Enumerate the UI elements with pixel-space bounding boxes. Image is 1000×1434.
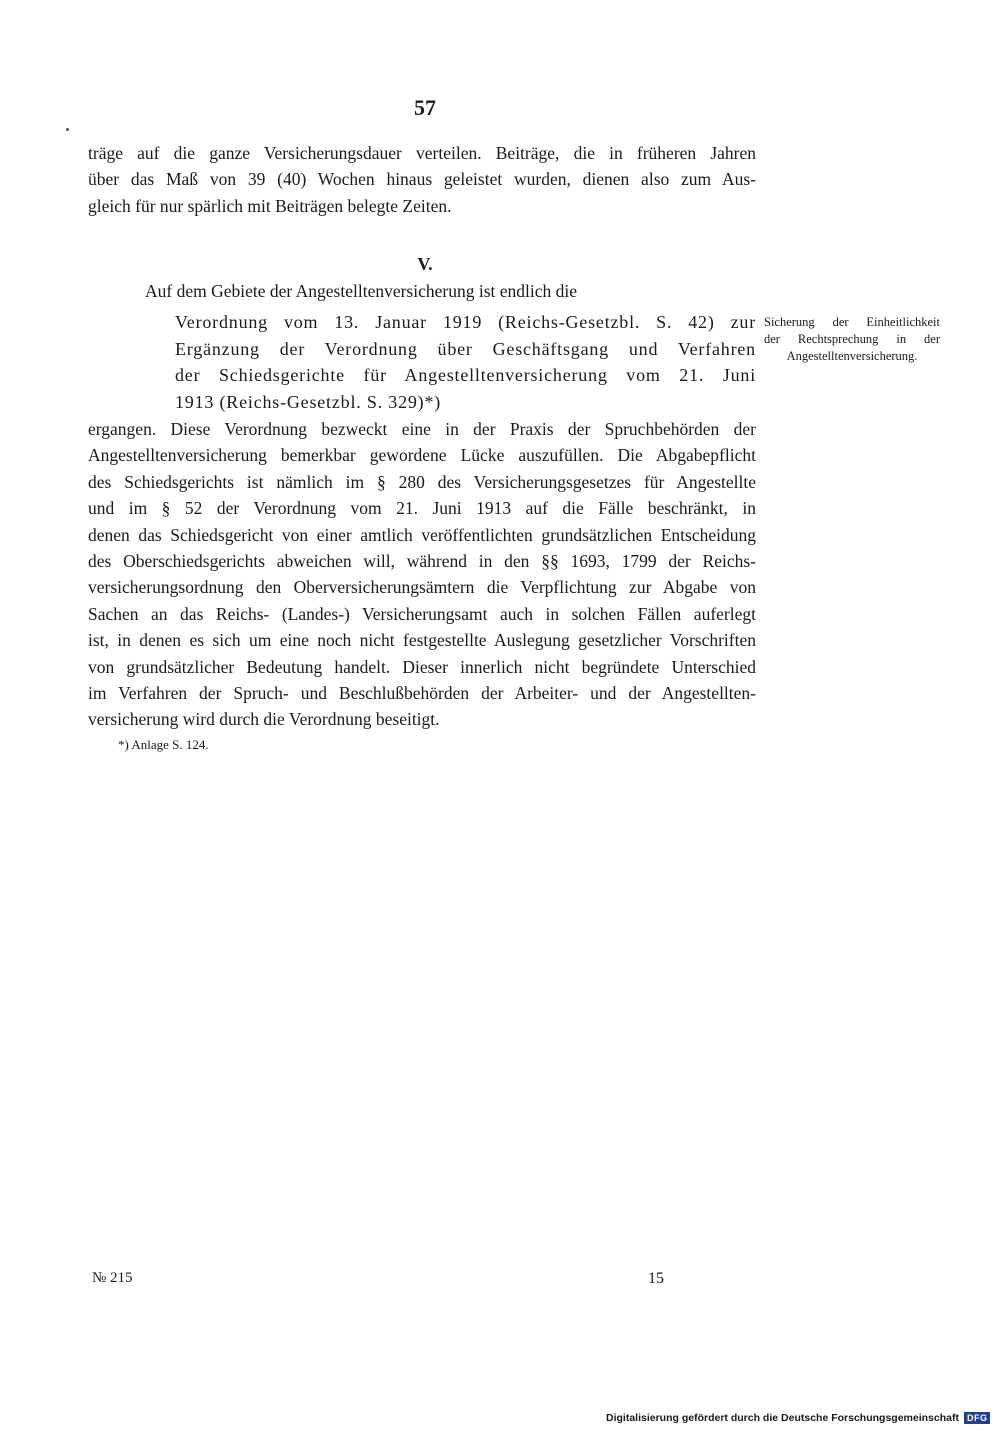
signature-mark: 15 xyxy=(648,1270,664,1287)
decree-title xyxy=(175,309,756,415)
decree-line: 1913 (Reichs-Gesetzbl. S. 329)*) xyxy=(175,391,442,412)
text-line: von grundsätzlicher Bedeutung handelt. Dieser innerlich nicht begründete Unterschied xyxy=(88,656,756,677)
paragraph-main xyxy=(88,416,756,733)
text-line: im Verfahren der Spruch- und Beschlußbehörden der Arbeiter- und der Angestellten- xyxy=(88,683,756,704)
decree-line: der Schiedsgerichte für Angestelltenversicherung vom 21. Juni xyxy=(175,365,756,386)
text-line: gleich für nur spärlich mit Beiträgen belegte Zeiten. xyxy=(88,195,452,216)
sheet-number: № 215 xyxy=(92,1270,133,1286)
decree-line: Ergänzung der Verordnung über Geschäftsgang und Verfahren xyxy=(175,338,756,359)
decree-line: Verordnung vom 13. Januar 1919 (Reichs-Gesetzbl. S. 42) zur xyxy=(175,312,756,332)
text-line: versicherungsordnung den Oberversicherungsämtern die Verpflichtung zur Abgabe von xyxy=(88,577,756,598)
margin-note-line: der Rechtsprechung in der xyxy=(764,332,940,346)
print-speck xyxy=(66,128,69,131)
text-line: Sachen an das Reichs- (Landes-) Versicherungsamt auch in solchen Fällen auferlegt xyxy=(88,603,756,624)
margin-note-line: Sicherung der Einheitlichkeit xyxy=(764,315,940,329)
text-line: über das Maß von 39 (40) Wochen hinaus geleistet wurden, dienen also zum Aus- xyxy=(88,169,756,190)
text-line: ergangen. Diese Verordnung bezweckt eine in der Praxis der Spruchbehörden der xyxy=(88,419,756,439)
section-heading: V. xyxy=(417,254,433,274)
text-line: denen das Schiedsgericht von einer amtlich veröffentlichten grundsätzlichen Entscheidung xyxy=(88,524,756,545)
page-number: 57 xyxy=(414,95,436,120)
margin-note xyxy=(764,314,940,365)
text-line: träge auf die ganze Versicherungsdauer verteilen. Beiträge, die in früheren Jahren xyxy=(88,143,756,163)
section-intro: Auf dem Gebiete der Angestelltenversicherung ist endlich die xyxy=(145,281,578,301)
text-line: versicherung wird durch die Verordnung beseitigt. xyxy=(88,709,440,730)
text-line: des Schiedsgerichts ist nämlich im § 280 des Versicherungsgesetzes für Angestellte xyxy=(88,471,756,492)
footnote: *) Anlage S. 124. xyxy=(118,737,209,752)
text-line: und im § 52 der Verordnung vom 21. Juni 1913 auf die Fälle beschränkt, in xyxy=(88,498,756,519)
dfg-logo: DFG xyxy=(964,1412,991,1424)
paragraph-continued xyxy=(88,140,756,219)
text-line: ist, in denen es sich um eine noch nicht festgestellte Auslegung gesetzlicher Vorschriften xyxy=(88,630,756,651)
text-line: des Oberschiedsgerichts abweichen will, während in den §§ 1693, 1799 der Reichs- xyxy=(88,551,756,572)
margin-note-line: Angestelltenversicherung. xyxy=(786,349,918,363)
digitization-credit xyxy=(606,1412,990,1424)
text-line: Angestelltenversicherung bemerkbar gewordene Lücke auszufüllen. Die Abgabepflicht xyxy=(88,445,756,466)
credit-text: Digitalisierung gefördert durch die Deutsche Forschungsgemeinschaft xyxy=(606,1412,959,1424)
